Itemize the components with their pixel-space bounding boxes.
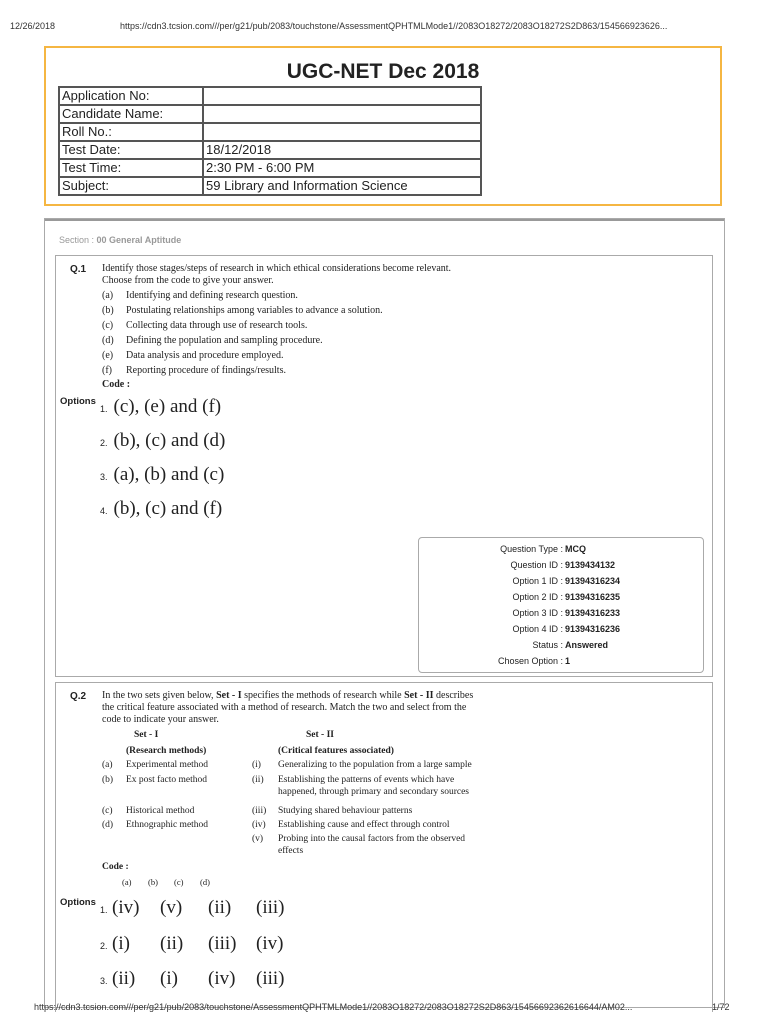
- item-label: (b): [102, 305, 114, 316]
- option-3[interactable]: [100, 968, 304, 990]
- info-label: Test Time:: [59, 159, 203, 177]
- set1-item-label: (d): [102, 820, 114, 830]
- meta-row: [419, 560, 703, 576]
- list-item: [102, 365, 522, 377]
- set2-item-text: Establishing cause and effect through control: [278, 820, 450, 830]
- set2-item-text: effects: [278, 846, 304, 856]
- option-cell: (ii): [112, 968, 136, 989]
- option-cell: (i): [160, 968, 178, 989]
- option-cell: (ii): [208, 897, 232, 918]
- option-text: (b), (c) and (d): [113, 430, 226, 451]
- list-item: [102, 350, 522, 362]
- code-label: Code :: [102, 862, 129, 872]
- set1-item-text: Ex post facto method: [126, 775, 207, 785]
- question-1: [55, 255, 713, 677]
- info-value: [203, 87, 481, 105]
- code-col: (d): [200, 877, 210, 887]
- option-3[interactable]: [100, 464, 224, 486]
- option-cell: (iii): [208, 933, 237, 954]
- option-number: 2.: [100, 941, 108, 951]
- option-1[interactable]: [100, 396, 221, 418]
- meta-row: [419, 640, 703, 656]
- set2-item-label: (iii): [252, 806, 267, 816]
- info-value: [203, 123, 481, 141]
- meta-value: 91394316234: [565, 576, 621, 586]
- info-row: [59, 141, 481, 159]
- info-label: Candidate Name:: [59, 105, 203, 123]
- set2-item-text: Probing into the causal factors from the observed: [278, 834, 466, 844]
- text-segment: In the two sets given below,: [102, 690, 217, 701]
- item-text: Defining the population and sampling procedure.: [126, 335, 323, 346]
- candidate-info-box: [44, 46, 722, 206]
- question-line: Choose from the code to give your answer.: [102, 275, 274, 286]
- set2-item-label: (i): [252, 760, 261, 770]
- info-value: 59 Library and Information Science: [203, 177, 481, 195]
- list-item: [102, 305, 522, 317]
- info-value: [203, 105, 481, 123]
- list-item: [102, 290, 522, 302]
- meta-value: 91394316233: [565, 608, 621, 618]
- divider: [45, 219, 724, 221]
- meta-key: Option 1 ID :: [512, 576, 563, 586]
- info-row: [59, 159, 481, 177]
- question-text: [102, 690, 572, 726]
- options-label: Options: [60, 897, 96, 908]
- option-cell: (i): [112, 933, 130, 954]
- question-meta-box: [418, 537, 704, 673]
- set1-subtitle: (Research methods): [126, 746, 207, 756]
- meta-row: [419, 576, 703, 592]
- question-line: code to indicate your answer.: [102, 714, 219, 725]
- text-segment: describes: [433, 690, 474, 701]
- question-number: Q.2: [70, 691, 87, 702]
- candidate-info-table: [58, 86, 482, 196]
- exam-title: UGC-NET Dec 2018: [286, 60, 480, 83]
- question-line: [102, 690, 572, 702]
- info-row: [59, 105, 481, 123]
- code-label: Code :: [102, 379, 131, 390]
- question-text: [102, 263, 522, 391]
- meta-key: Status :: [532, 640, 563, 650]
- page-number: 1/72: [712, 1002, 730, 1012]
- meta-value: MCQ: [565, 544, 586, 554]
- item-label: (d): [102, 335, 114, 346]
- set2-subtitle: (Critical features associated): [278, 746, 394, 756]
- meta-key: Option 2 ID :: [512, 592, 563, 602]
- info-label: Application No:: [59, 87, 203, 105]
- print-footer: [0, 994, 768, 1024]
- info-row: [59, 87, 481, 105]
- list-item: [102, 320, 522, 332]
- option-number: 3.: [100, 976, 108, 986]
- item-label: (c): [102, 320, 114, 331]
- set1-item-label: (a): [102, 760, 113, 770]
- meta-value: Answered: [565, 640, 609, 650]
- info-value: 18/12/2018: [203, 141, 481, 159]
- option-number: 3.: [100, 472, 108, 482]
- meta-row: [419, 624, 703, 640]
- info-label: Test Date:: [59, 141, 203, 159]
- text-bold: Set - I: [216, 690, 242, 701]
- item-text: Reporting procedure of findings/results.: [126, 365, 286, 376]
- info-row: [59, 123, 481, 141]
- option-2[interactable]: [100, 430, 225, 452]
- option-number: 2.: [100, 438, 108, 448]
- code-col: (a): [122, 877, 132, 887]
- option-4[interactable]: [100, 498, 222, 520]
- option-cell: (iv): [256, 933, 284, 954]
- set1-item-label: (c): [102, 806, 113, 816]
- meta-key: Option 4 ID :: [512, 624, 563, 634]
- info-value: 2:30 PM - 6:00 PM: [203, 159, 481, 177]
- set2-item-text: Generalizing to the population from a large sample: [278, 760, 472, 770]
- info-label: Subject:: [59, 177, 203, 195]
- meta-value: 91394316236: [565, 624, 621, 634]
- question-2: [55, 682, 713, 1012]
- meta-value: 1: [565, 656, 571, 666]
- options-label: Options: [60, 396, 96, 407]
- set2-title: Set - II: [306, 730, 334, 740]
- option-2[interactable]: [100, 933, 304, 955]
- print-url: https://cdn3.tcsion.com///per/g21/pub/2083/touchstone/AssessmentQPHTMLMode1//2083O18272/2083O18272S2D863/154566923626...: [120, 21, 668, 31]
- option-cell: (iii): [256, 968, 285, 989]
- set2-item-text: Establishing the patterns of events which have: [278, 775, 455, 785]
- option-cell: (iii): [256, 897, 285, 918]
- code-col: (b): [148, 877, 158, 887]
- set2-item-text: happened, through primary and secondary sources: [278, 787, 469, 797]
- question-line: the critical feature associated with a method of research. Match the two and select from the: [102, 702, 467, 713]
- info-label: Roll No.:: [59, 123, 203, 141]
- set2-item-text: Studying shared behaviour patterns: [278, 806, 413, 816]
- print-header: [0, 0, 768, 40]
- option-text: (b), (c) and (f): [113, 498, 223, 519]
- set1-item-text: Ethnographic method: [126, 820, 209, 830]
- meta-value: 91394316235: [565, 592, 621, 602]
- option-number: 1.: [100, 404, 108, 414]
- item-text: Collecting data through use of research tools.: [126, 320, 308, 331]
- set2-item-label: (iv): [252, 820, 266, 830]
- text-segment: specifies the methods of research while: [241, 690, 405, 701]
- meta-key: Question ID :: [510, 560, 563, 570]
- question-number: Q.1: [70, 264, 87, 275]
- item-label: (a): [102, 290, 114, 301]
- item-text: Identifying and defining research question.: [126, 290, 298, 301]
- set2-item-label: (v): [252, 834, 264, 844]
- set1-item-label: (b): [102, 775, 114, 785]
- meta-value: 9139434132: [565, 560, 616, 570]
- option-number: 1.: [100, 905, 108, 915]
- code-col: (c): [174, 877, 184, 887]
- set1-item-text: Historical method: [126, 806, 195, 816]
- meta-key: Question Type :: [500, 544, 563, 554]
- list-item: [102, 335, 522, 347]
- section-prefix: Section :: [59, 235, 97, 245]
- item-text: Postulating relationships among variables to advance a solution.: [126, 305, 383, 316]
- footer-url: https://cdn3.tcsion.com///per/g21/pub/2083/touchstone/AssessmentQPHTMLMode1//2083O18272/2083O18272S2D863/15456692362616644/AM02...: [34, 1002, 633, 1012]
- meta-row: [419, 608, 703, 624]
- item-text: Data analysis and procedure employed.: [126, 350, 284, 361]
- option-number: 4.: [100, 506, 108, 516]
- set1-title: Set - I: [134, 730, 159, 740]
- option-cell: (iv): [208, 968, 236, 989]
- text-bold: Set - II: [404, 690, 434, 701]
- meta-row: [419, 656, 703, 672]
- meta-key: Chosen Option :: [497, 656, 563, 666]
- option-cell: (iv): [112, 897, 140, 918]
- option-text: (a), (b) and (c): [113, 464, 225, 485]
- meta-row: [419, 544, 703, 560]
- meta-key: Option 3 ID :: [512, 608, 563, 618]
- meta-row: [419, 592, 703, 608]
- set1-item-text: Experimental method: [126, 760, 209, 770]
- question-line: Identify those stages/steps of research in which ethical considerations become relevant.: [102, 263, 452, 274]
- option-cell: (v): [160, 897, 183, 918]
- set2-item-label: (ii): [252, 775, 264, 785]
- option-1[interactable]: [100, 897, 304, 919]
- item-label: (f): [102, 365, 112, 376]
- question-area: [44, 218, 725, 1008]
- item-label: (e): [102, 350, 114, 361]
- section-label: [59, 235, 181, 245]
- option-cell: (ii): [160, 933, 184, 954]
- info-row: [59, 177, 481, 195]
- section-name: 00 General Aptitude: [96, 235, 182, 245]
- option-text: (c), (e) and (f): [113, 396, 222, 417]
- print-date: 12/26/2018: [10, 21, 56, 31]
